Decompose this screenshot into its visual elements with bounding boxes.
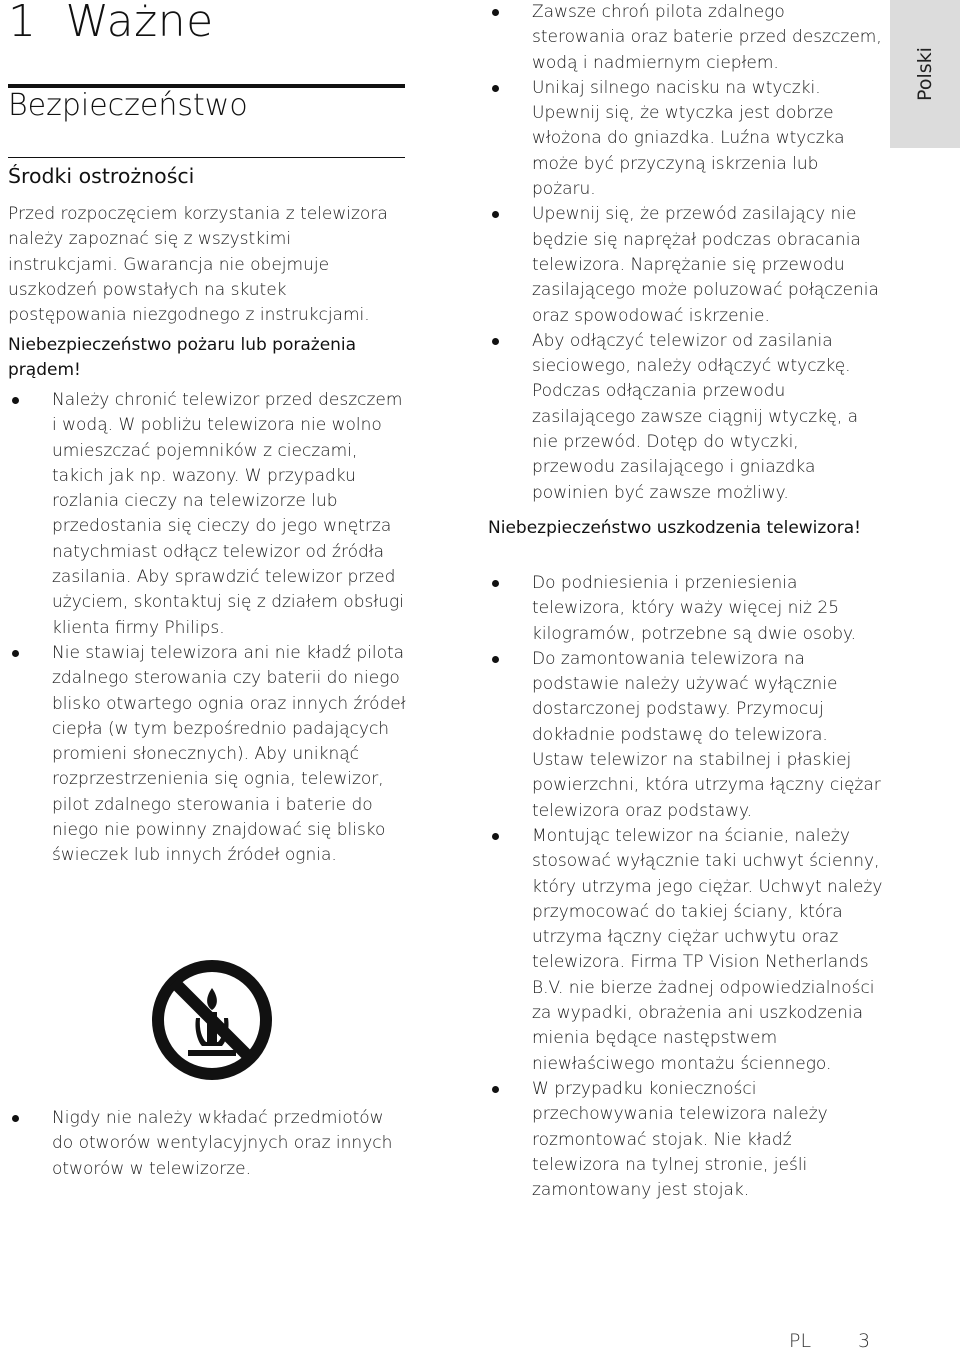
left-bullet-list-2 <box>8 1106 408 1182</box>
bullet-icon <box>12 1115 19 1122</box>
bullet-icon <box>12 650 19 657</box>
list-item: Aby odłączyć telewizor od zasilania sieciowego, należy odłączyć wtyczkę. Podczas odłączania przewodu zasilającego zawsze ciągnij wtyczkę, a nie przewód. Dotęp do wtyczki, przewodu zasilającego i gniazdka powinien być zawsze możliwy. <box>488 329 883 506</box>
bullet-icon <box>492 1086 499 1093</box>
footer-language: PL <box>789 1330 812 1352</box>
language-tab-label: Polski <box>914 47 936 101</box>
language-side-tab <box>890 0 960 148</box>
no-open-flame-icon <box>150 958 274 1082</box>
bullet-icon <box>492 85 499 92</box>
bullet-icon <box>492 338 499 345</box>
left-bullet-list <box>8 388 408 869</box>
bullet-icon <box>12 397 19 404</box>
bullet-icon <box>492 656 499 663</box>
bullet-icon <box>492 211 499 218</box>
section-title: Bezpieczeństwo <box>8 88 248 123</box>
list-item: Upewnij się, że przewód zasilający nie będzie się naprężał podczas obracania telewizora. Naprężanie się przewodu zasilającego może poluzować połączenia oraz spowodować iskrzenie. <box>488 202 883 328</box>
list-item: Należy chronić telewizor przed deszczem i wodą. W pobliżu telewizora nie wolno umieszczać pojemników z cieczami, takich jak np. wazony. W przypadku rozlania cieczy na telewizorze lub przedostania się cieczy do jego wnętrza natychmiast odłącz telewizor od źródła zasilania. Aby sprawdzić telewizor przed użyciem, skontaktuj się z działem obsługi klienta firmy Philips. <box>8 388 408 641</box>
fire-warning-heading: Niebezpieczeństwo pożaru lub porażenia prądem! <box>8 335 357 381</box>
list-item: Do podniesienia i przeniesienia telewizora, który waży więcej niż 25 kilogramów, potrzebne są dwie osoby. <box>488 571 883 647</box>
list-item: Unikaj silnego nacisku na wtyczki. Upewnij się, że wtyczka jest dobrze włożona do gniazdka. Luźna wtyczka może być przyczyną iskrzenia lub pożaru. <box>488 76 883 202</box>
list-item: Nigdy nie należy wkładać przedmiotów do otworów wentylacyjnych oraz innych otworów w telewizorze. <box>8 1106 408 1182</box>
list-item: W przypadku konieczności przechowywania telewizora należy rozmontować stojak. Nie kładź telewizora na tylnej stronie, jeśli zamontowany jest stojak. <box>488 1077 883 1203</box>
damage-warning-heading: Niebezpieczeństwo uszkodzenia telewizora! <box>488 518 861 538</box>
right-bullet-list <box>488 0 883 506</box>
subsection-title: Środki ostrożności <box>8 164 195 188</box>
list-item: Do zamontowania telewizora na podstawie należy używać wyłącznie dostarczonej podstawy. Przymocuj dokładnie podstawę do telewizora. Ustaw telewizor na stabilnej i płaskiej powierzchni, która utrzyma łączny ciężar telewizora oraz podstawy. <box>488 647 883 824</box>
right-bullet-list-2 <box>488 571 883 1203</box>
list-item: Montując telewizor na ścianie, należy stosować wyłącznie taki uchwyt ścienny, który utrzyma jego ciężar. Uchwyt należy przymocować do takiej ściany, która utrzyma łączny ciężar uchwytu oraz telewizora. Firma TP Vision Netherlands B.V. nie bierze żadnej odpowiedzialności za wypadki, obrażenia ani uszkodzenia mienia będące następstwem niewłaściwego montażu ściennego. <box>488 824 883 1077</box>
intro-paragraph: Przed rozpoczęciem korzystania z telewizora należy zapoznać się z wszystkimi instrukcjami. Gwarancja nie obejmuje uszkodzeń powstałych na skutek postępowania niezgodnego z instrukcjami. <box>8 204 388 326</box>
section-rule <box>8 157 405 158</box>
list-item: Nie stawiaj telewizora ani nie kładź pilota zdalnego sterowania czy baterii do niego blisko otwartego ognia oraz innych źródeł ciepła (w tym bezpośrednio padających promieni słonecznych). Aby uniknąć rozprzestrzenienia się ognia, telewizor, pilot zdalnego sterowania i baterie do niego nie powinny znajdować się blisko świeczek lub innych źródeł ognia. <box>8 641 408 869</box>
bullet-icon <box>492 9 499 16</box>
chapter-title: 1 Ważne <box>8 0 214 47</box>
page-number: 3 <box>858 1330 871 1352</box>
list-item: Zawsze chroń pilota zdalnego sterowania oraz baterie przed deszczem, wodą i nadmiernym ciepłem. <box>488 0 883 76</box>
bullet-icon <box>492 833 499 840</box>
bullet-icon <box>492 580 499 587</box>
